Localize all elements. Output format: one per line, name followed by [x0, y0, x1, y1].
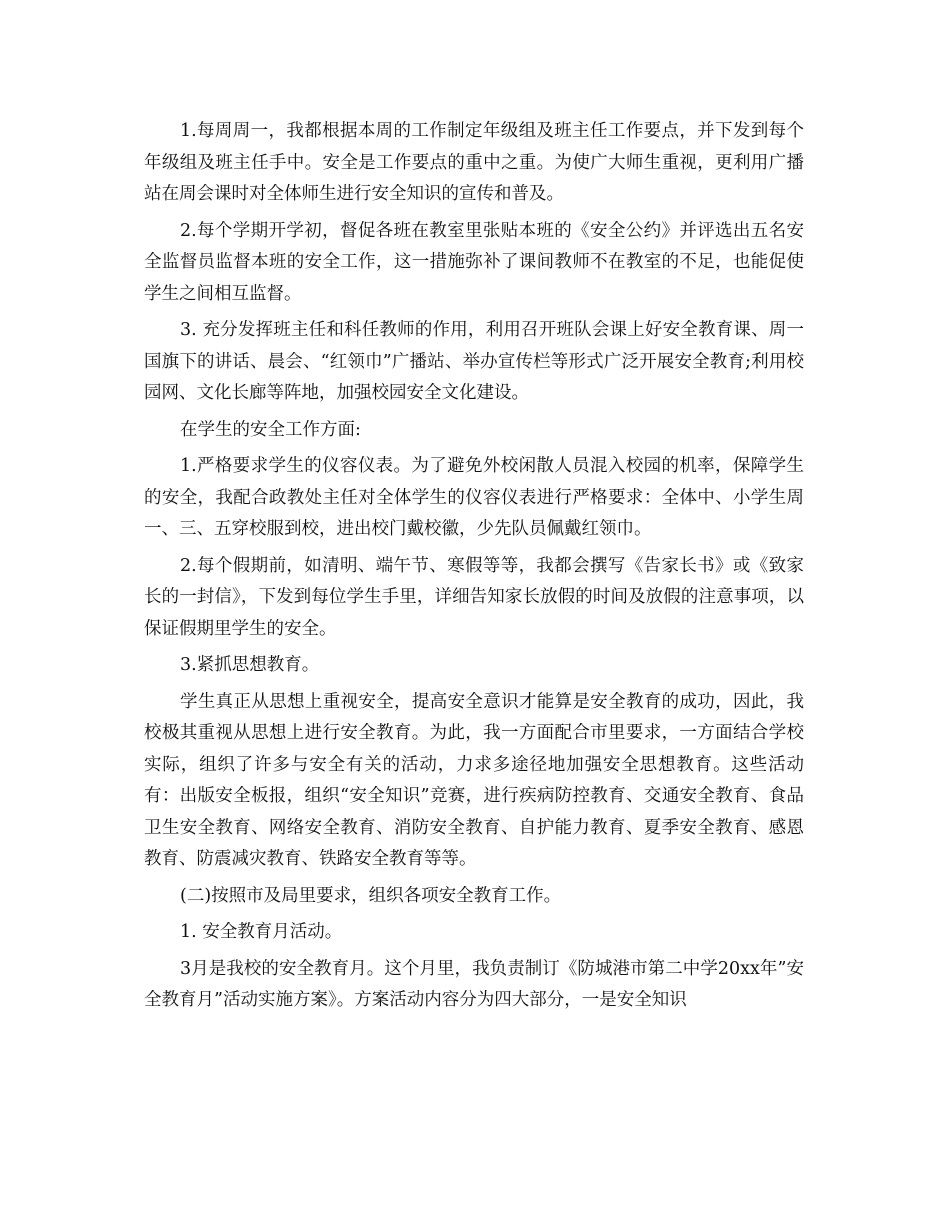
paragraph-3: 3. 充分发挥班主任和科任教师的作用，利用召开班队会课上好安全教育课、周一国旗下的讲话、晨会、“红领巾”广播站、举办宣传栏等形式广泛开展安全教育;利用校园网、文化长廊等阵地，加强校园安全文化建设。 [144, 320, 804, 403]
paragraph-4: 在学生的安全工作方面: [180, 419, 361, 440]
paragraph-1: 1.每周周一，我都根据本周的工作制定年级组及班主任工作要点，并下发到每个年级组及班主任手中。安全是工作要点的重中之重。为使广大师生重视，更利用广播站在周会课时对全体师生进行安全知识的宣传和普及。 [144, 121, 804, 204]
paragraph-6: 2.每个假期前，如清明、端午节、寒假等等，我都会撰写《告家长书》或《致家长的一封信》，下发到每位学生手里，详细告知家长放假的时间及放假的注意事项，以保证假期里学生的安全。 [144, 555, 804, 639]
paragraph-9: (二)按照市及局里要求，组织各项安全教育工作。 [180, 885, 562, 906]
document-body [144, 116, 804, 1022]
paragraph-2: 2.每个学期开学初，督促各班在教室里张贴本班的《安全公约》并评选出五名安全监督员监督本班的安全工作，这一措施弥补了课间教师不在教室的不足，也能促使学生之间相互监督。 [144, 220, 804, 304]
paragraph-10: 1. 安全教育月活动。 [180, 922, 343, 942]
paragraph-8: 学生真正从思想上重视安全，提高安全意识才能算是安全教育的成功，因此，我校极其重视从思想上进行安全教育。为此，我一方面配合市里要求，一方面结合学校实际，组织了许多与安全有关的活动，力求多途径地加强安全思想教育。这些活动有：出版安全板报，组织“安全知识”竞赛，进行疾病防控教育、交通安全教育、食品卫生安全教育、网络安全教育、消防安全教育、自护能力教育、夏季安全教育、感恩教育、防震减灾教育、铁路安全教育等等。 [144, 691, 804, 869]
paragraph-5: 1.严格要求学生的仪容仪表。为了避免外校闲散人员混入校园的机率，保障学生的安全，我配合政教处主任对全体学生的仪容仪表进行严格要求：全体中、小学生周一、三、五穿校服到校，进出校门戴校徽，少先队员佩戴红领巾。 [144, 456, 804, 539]
paragraph-11: 3月是我校的安全教育月。这个月里，我负责制订《防城港市第二中学20xx年”安全教育月”活动实施方案》。方案活动内容分为四大部分，一是安全知识 [144, 958, 804, 1010]
paragraph-7: 3.紧抓思想教育。 [180, 655, 320, 675]
